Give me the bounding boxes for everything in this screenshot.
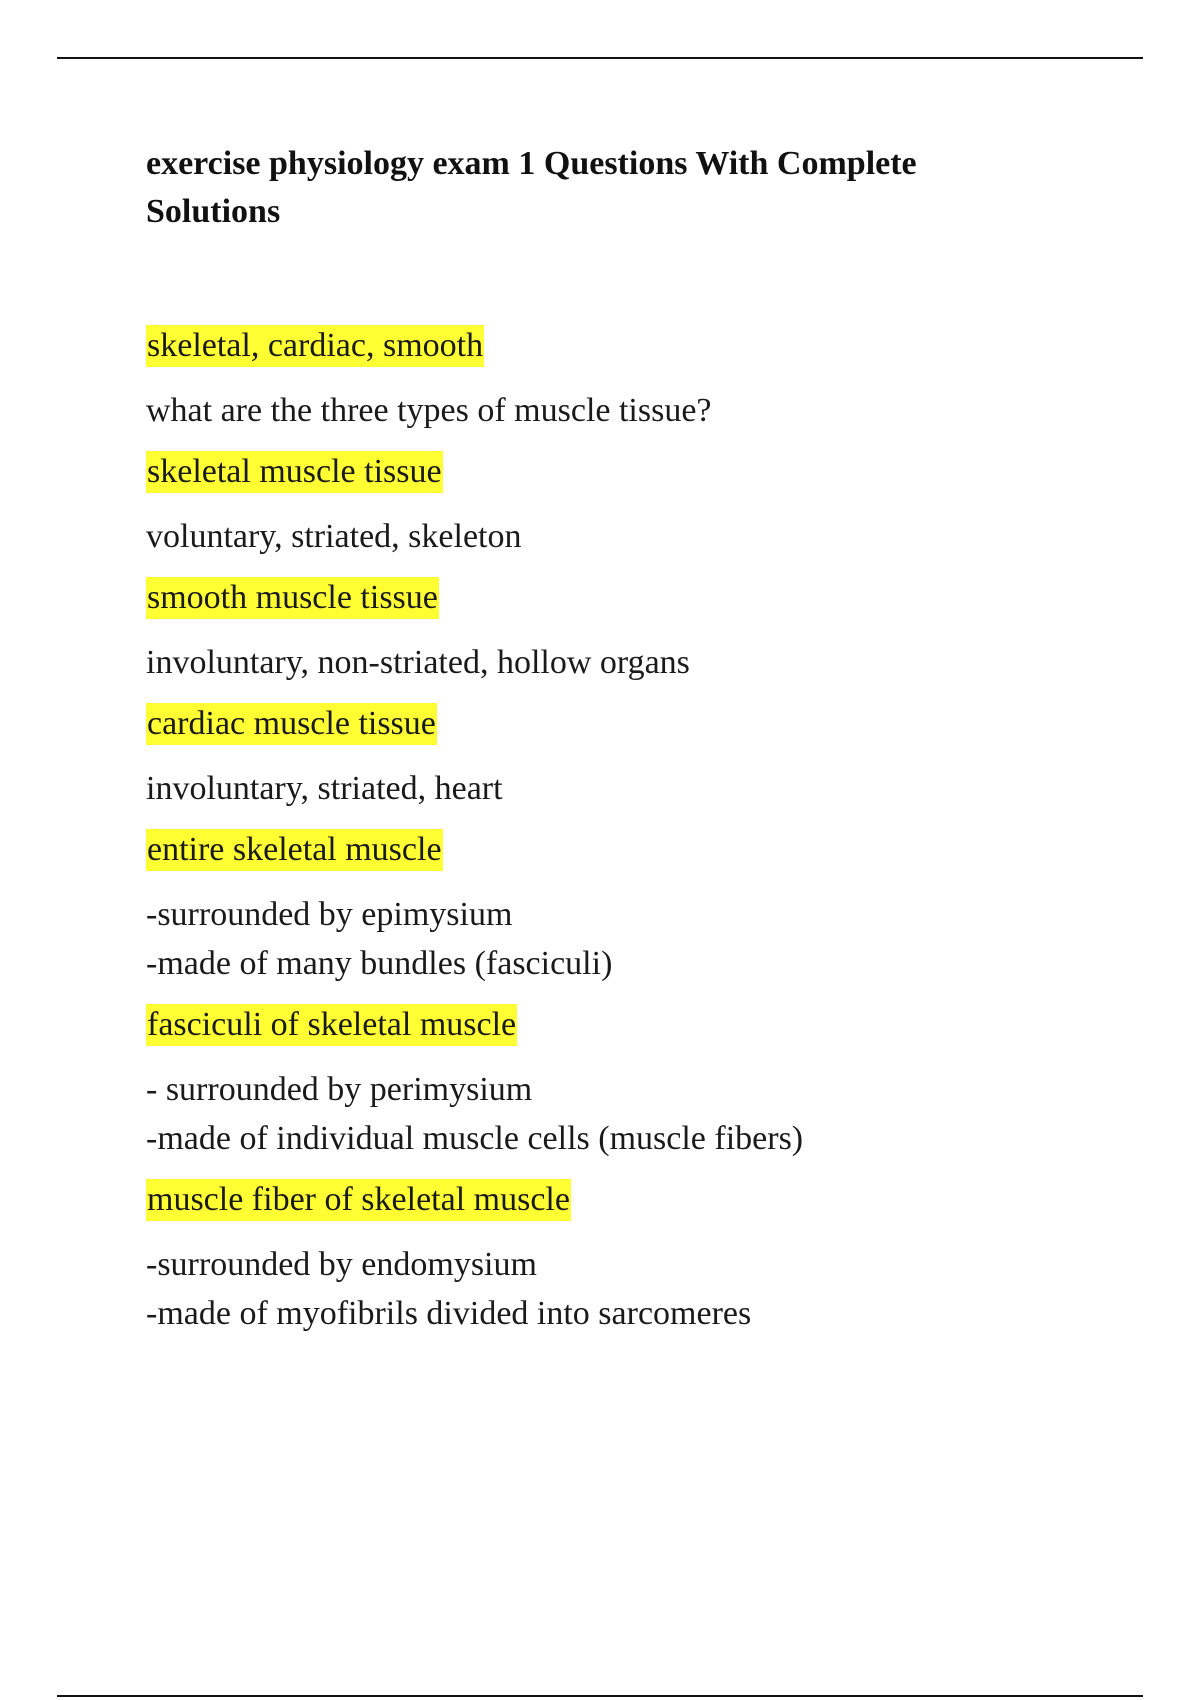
definition-line: voluntary, striated, skeleton xyxy=(146,518,522,555)
qa-entry xyxy=(146,1179,1046,1338)
qa-entry xyxy=(146,451,1046,561)
qa-entry xyxy=(146,703,1046,813)
highlighted-term: entire skeletal muscle xyxy=(146,829,443,871)
document-body xyxy=(146,140,1046,1354)
definition-line: what are the three types of muscle tissue? xyxy=(146,392,712,429)
highlighted-term: cardiac muscle tissue xyxy=(146,703,437,745)
bottom-rule xyxy=(57,1695,1143,1697)
highlighted-term: fasciculi of skeletal muscle xyxy=(146,1004,517,1046)
highlighted-term: skeletal, cardiac, smooth xyxy=(146,325,484,367)
definition xyxy=(146,764,1046,813)
definition-line: -made of individual muscle cells (muscle fibers) xyxy=(146,1120,804,1157)
definition-line: involuntary, non-striated, hollow organs xyxy=(146,644,690,681)
definition-line: -surrounded by endomysium xyxy=(146,1246,537,1283)
definition-line: -made of many bundles (fasciculi) xyxy=(146,945,613,982)
definition xyxy=(146,1065,1046,1163)
definition xyxy=(146,638,1046,687)
definition xyxy=(146,890,1046,988)
definition-line: -surrounded by epimysium xyxy=(146,896,513,933)
top-rule xyxy=(57,57,1143,59)
document-title: exercise physiology exam 1 Questions With Complete Solutions xyxy=(146,145,917,230)
qa-entry xyxy=(146,1004,1046,1163)
highlighted-term: smooth muscle tissue xyxy=(146,577,439,619)
qa-entry xyxy=(146,829,1046,988)
definition xyxy=(146,386,1046,435)
highlighted-term: muscle fiber of skeletal muscle xyxy=(146,1179,571,1221)
qa-entry xyxy=(146,577,1046,687)
qa-entry xyxy=(146,325,1046,435)
highlighted-term: skeletal muscle tissue xyxy=(146,451,443,493)
definition-line: involuntary, striated, heart xyxy=(146,770,503,807)
definition xyxy=(146,1240,1046,1338)
definition xyxy=(146,512,1046,561)
definition-line: - surrounded by perimysium xyxy=(146,1071,533,1108)
qa-list xyxy=(146,325,1046,1338)
definition-line: -made of myofibrils divided into sarcomeres xyxy=(146,1295,752,1332)
